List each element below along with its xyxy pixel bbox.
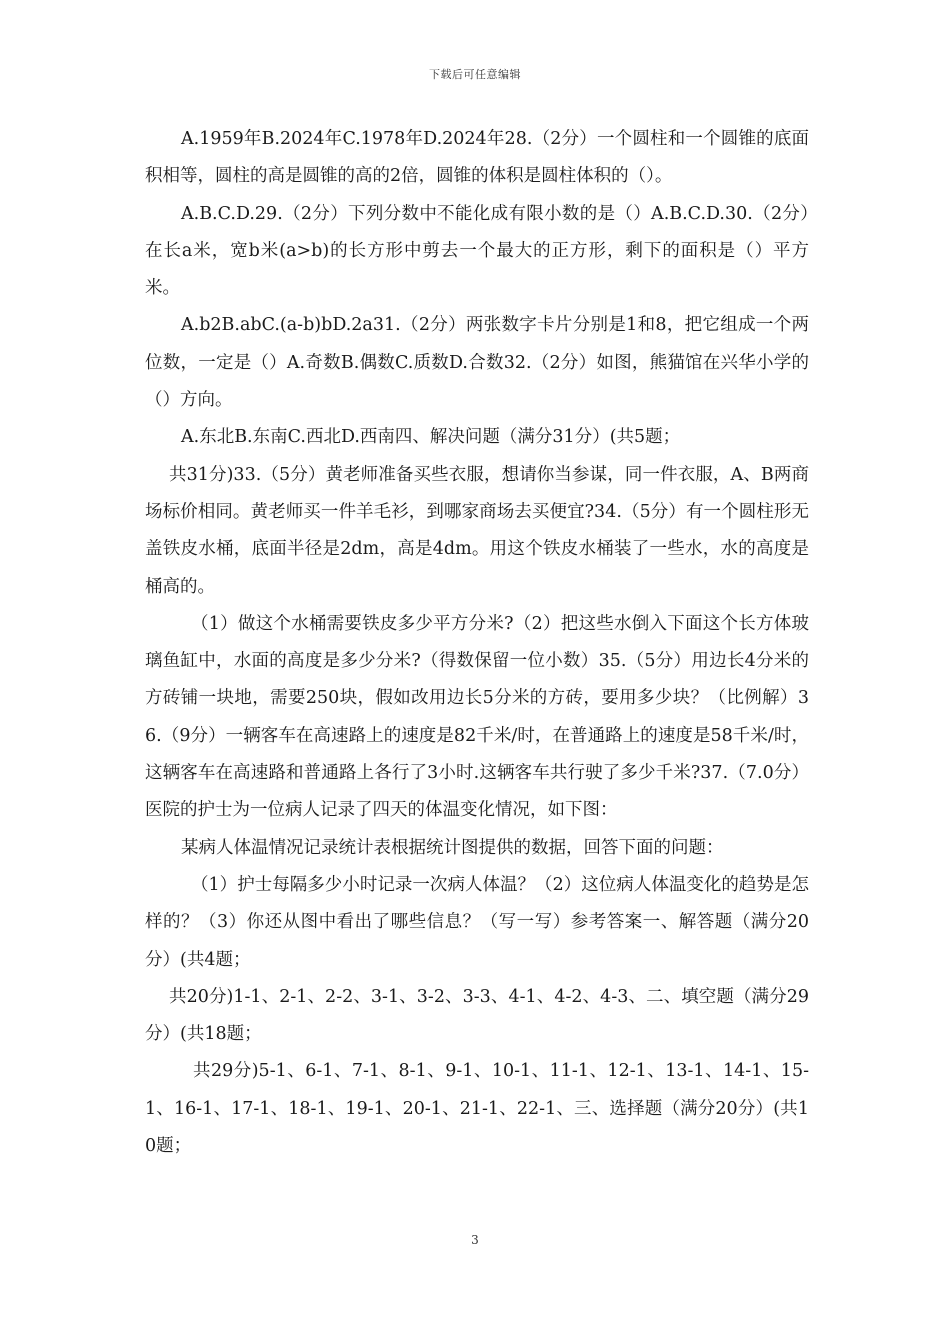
page-header: 下载后可任意编辑 [429,68,521,81]
paragraph-q31-q32: A.b2B.abC.(a-b)bD.2a31.（2分）两张数字卡片分别是1和8，把它组成一个两位数，一定是（）A.奇数B.偶数C.质数D.合数32.（2分）如图，熊猫馆在兴华小学的（）方向。 [145,315,809,411]
paragraph-section-four-heading: A.东北B.东南C.西北D.西南四、解决问题（满分31分）(共5题； [181,427,681,448]
document-body [145,121,809,1165]
page-number: 3 [471,1233,479,1247]
paragraph-q33-q34: 共31分)33.（5分）黄老师准备买些衣服，想请你当参谋，同一件衣服，A、B两商场标价相同。黄老师买一件羊毛衫，到哪家商场去买便宜?34.（5分）有一个圆柱形无盖铁皮水桶，底面半径是2dm，高是4dm。用这个铁皮水桶装了一些水，水的高度是桶高的。 [145,464,809,597]
paragraph-answer-section-one: 共20分)1-1、2-1、2-2、3-1、3-2、3-3、4-1、4-2、4-3、二、填空题（满分29分）(共18题； [145,986,809,1045]
paragraph-temperature-table: 某病人体温情况记录统计表根据统计图提供的数据，回答下面的问题： [181,837,724,858]
paragraph-q37-subquestions: （1）护士每隔多少小时记录一次病人体温？（2）这位病人体温变化的趋势是怎样的？（3）你还从图中看出了哪些信息？（写一写）参考答案一、解答题（满分20分）(共4题； [145,874,809,970]
paragraph-q29-q30: A.B.C.D.29.（2分）下列分数中不能化成有限小数的是（）A.B.C.D.30.（2分）在长a米，宽b米(a>b)的长方形中剪去一个最大的正方形，剩下的面积是（）平方米。 [145,203,809,299]
paragraph-q28: A.1959年B.2024年C.1978年D.2024年28.（2分）一个圆柱和一个圆锥的底面积相等，圆柱的高是圆锥的高的2倍，圆锥的体积是圆柱体积的（）。 [145,129,809,187]
paragraph-q34-q37: （1）做这个水桶需要铁皮多少平方分米?（2）把这些水倒入下面这个长方体玻璃鱼缸中，水面的高度是多少分米?（得数保留一位小数）35.（5分）用边长4分米的方砖铺一块地，需要250块，假如改用边长5分米的方砖，要用多少块？（比例解）36.（9分）一辆客车在高速路上的速度是82千米/时，在普通路上的速度是58千米/时，这辆客车在高速路和普通路上各行了3小时.这辆客车共行驶了多少千米?37.（7.0分）医院的护士为一位病人记录了四天的体温变化情况，如下图： [145,613,809,821]
paragraph-answer-section-two: 共29分)5-1、6-1、7-1、8-1、9-1、10-1、11-1、12-1、13-1、14-1、15-1、16-1、17-1、18-1、19-1、20-1、21-1、22-1、三、选择题（满分20分）(共10题； [145,1061,809,1157]
